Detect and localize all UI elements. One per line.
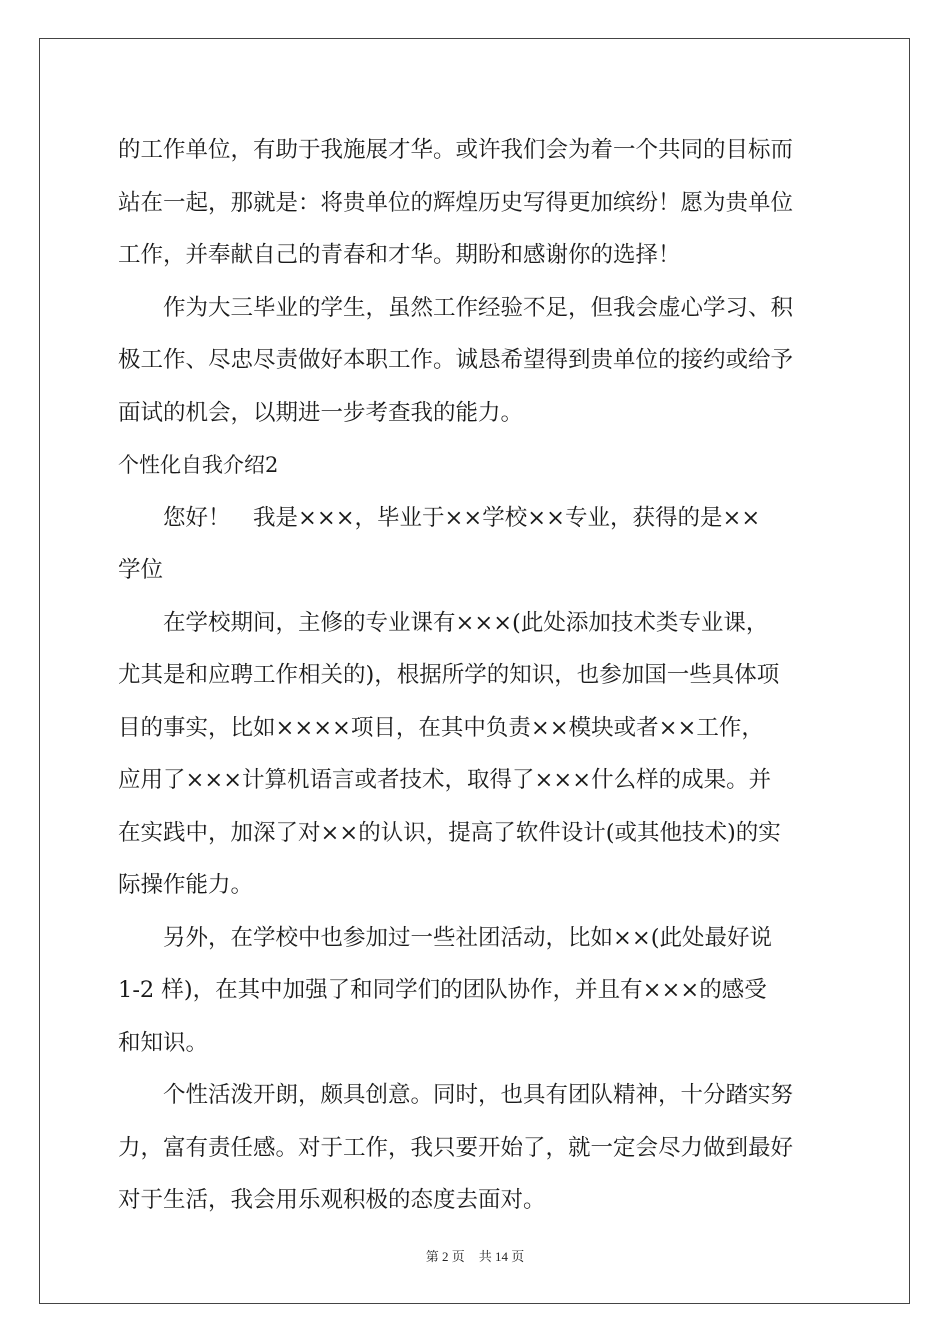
text-line: 工作，并奉献自己的青春和才华。期盼和感谢你的选择！ — [118, 242, 681, 268]
text-line: 您好！ 我是×××，毕业于××学校××专业，获得的是×× — [118, 504, 761, 531]
paragraph — [118, 912, 833, 1070]
section-heading: 个性化自我介绍2 — [118, 453, 279, 477]
paragraph — [118, 492, 833, 597]
text-line: 在学校期间，主修的专业课有×××(此处添加技术类专业课， — [118, 609, 769, 636]
text-line: 学位 — [118, 557, 164, 583]
paragraph — [118, 597, 833, 912]
text-line: 力，富有责任感。对于工作，我只要开始了，就一定会尽力做到最好 — [118, 1134, 794, 1161]
text-line: 站在一起，那就是：将贵单位的辉煌历史写得更加缤纷！愿为贵单位 — [118, 189, 794, 216]
page-number: 第 2 页 — [425, 1249, 465, 1264]
text-line: 在实践中，加深了对××的认识，提高了软件设计(或其他技术)的实 — [118, 819, 781, 846]
text-line: 极工作、尽忠尽责做好本职工作。诚恳希望得到贵单位的接约或给予 — [118, 347, 794, 373]
text-line: 的工作单位，有助于我施展才华。或许我们会为着一个共同的目标而 — [118, 137, 794, 163]
text-line: 目的事实，比如××××项目，在其中负责××模块或者××工作， — [118, 714, 764, 741]
page-total: 共 14 页 — [478, 1249, 525, 1264]
text-line: 对于生活，我会用乐观积极的态度去面对。 — [118, 1187, 546, 1213]
text-line: 作为大三毕业的学生，虽然工作经验不足，但我会虚心学习、积 — [118, 294, 794, 321]
text-line: 面试的机会，以期进一步考查我的能力。 — [118, 399, 524, 426]
text-line: 应用了×××计算机语言或者技术，取得了×××什么样的成果。并 — [118, 767, 772, 793]
document-body — [118, 124, 833, 1227]
paragraph — [118, 282, 833, 440]
text-line: 尤其是和应聘工作相关的)，根据所学的知识，也参加国一些具体项 — [118, 662, 780, 688]
paragraph — [118, 1069, 833, 1227]
paragraph — [118, 124, 833, 282]
text-line: 1-2 样)，在其中加强了和同学们的团队协作，并且有×××的感受 — [118, 977, 767, 1003]
page-footer — [0, 1246, 950, 1265]
text-line: 个性活泼开朗，颇具创意。同时，也具有团队精神，十分踏实努 — [118, 1082, 794, 1108]
text-line: 际操作能力。 — [118, 872, 254, 898]
text-line: 另外，在学校中也参加过一些社团活动，比如××(此处最好说 — [118, 924, 772, 951]
text-line: 和知识。 — [118, 1029, 209, 1056]
